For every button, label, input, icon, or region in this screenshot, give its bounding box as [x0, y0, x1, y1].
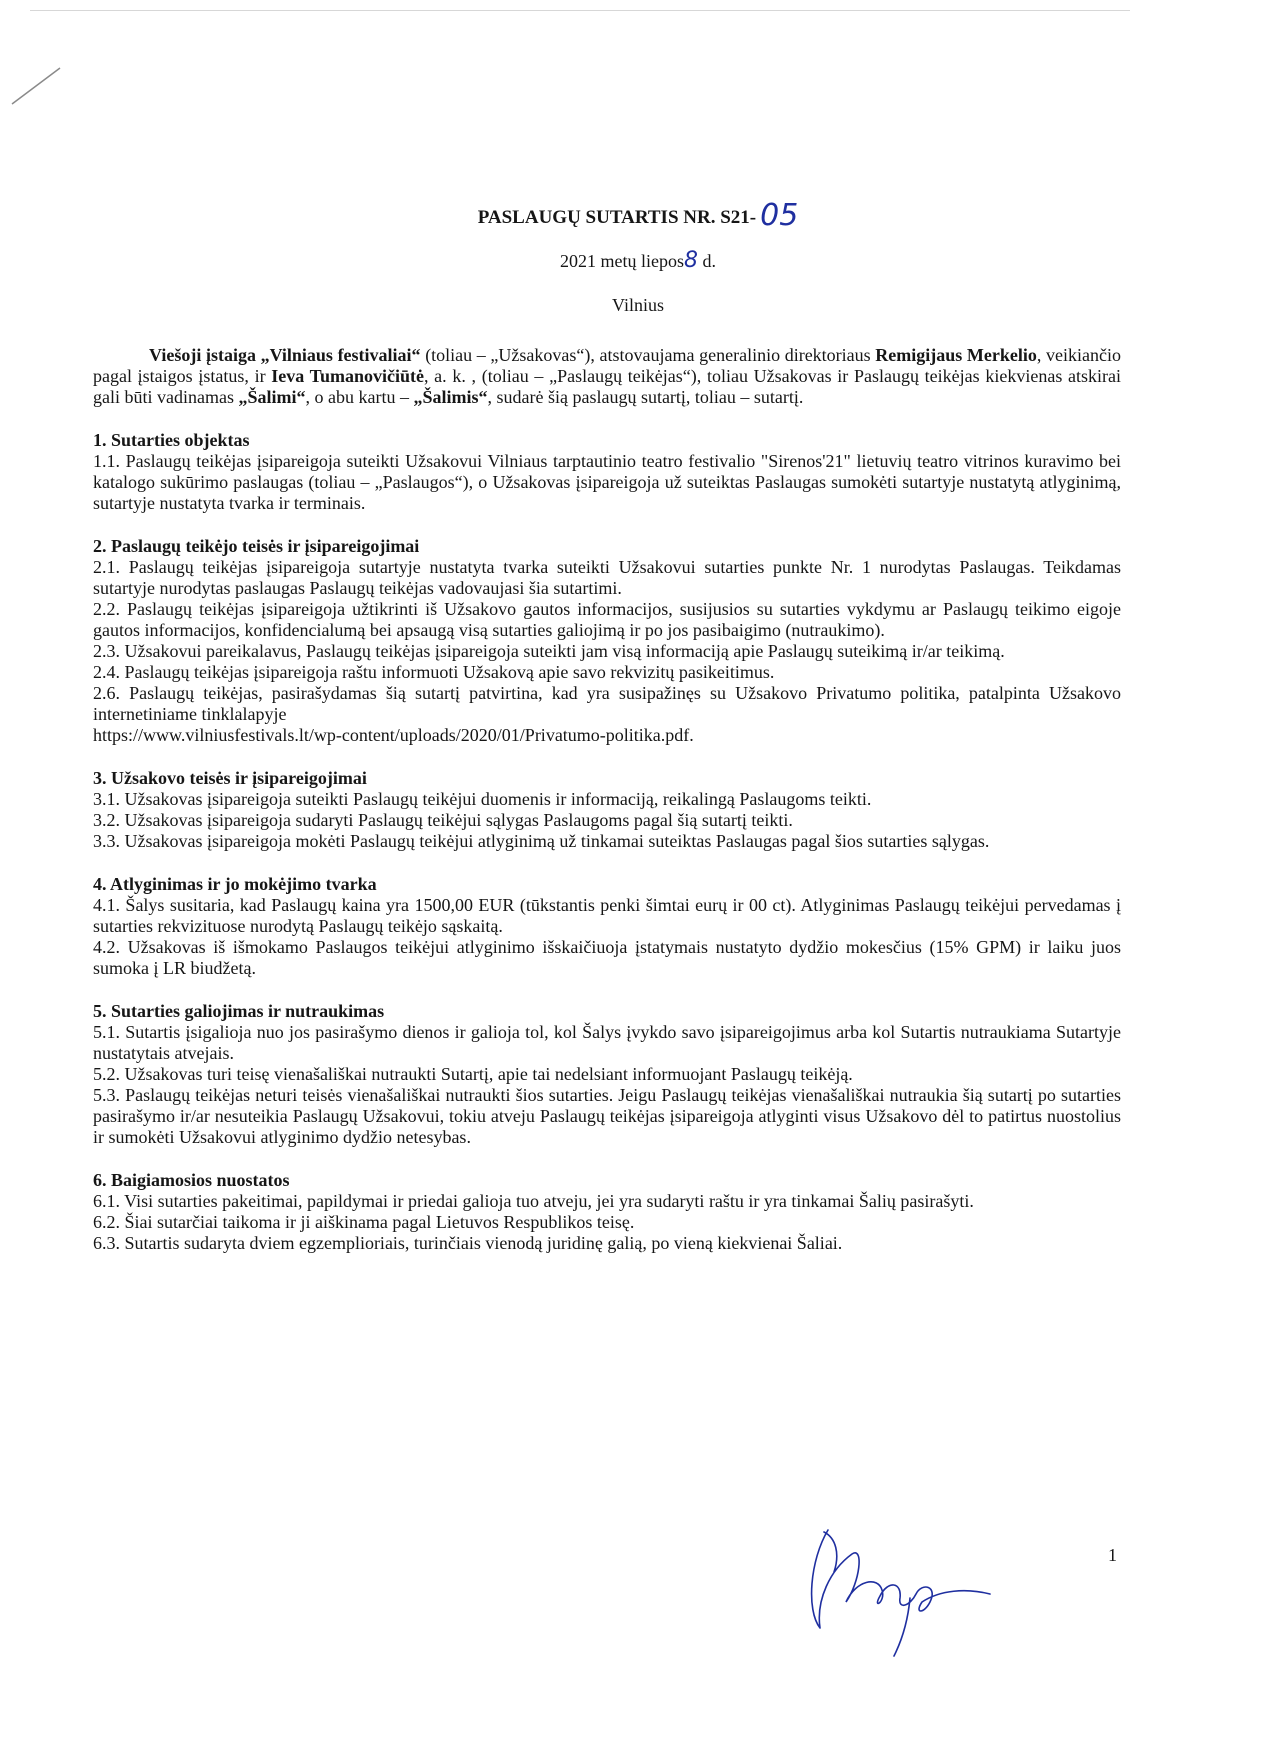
section-heading: 3. Užsakovo teisės ir įsipareigojimai: [93, 768, 367, 788]
intro-text-2: , veikiančio pagal įstaigos įstatus, ir: [93, 345, 1121, 386]
customer-name: Viešoji įstaiga „Vilniaus festivaliai“: [149, 345, 421, 365]
signature: [790, 1510, 1000, 1660]
page-number: 1: [1108, 1545, 1117, 1565]
intro-text-1: (toliau – „Užsakovas“), atstovaujama generalinio direktoriaus: [420, 345, 876, 365]
section-heading: 2. Paslaugų teikėjo teisės ir įsipareigojimai: [93, 536, 420, 556]
clause-5-1: 5.1. Sutartis įsigalioja nuo jos pasirašymo dienos ir galioja tol, kol Šalys įvykdo savo įsipareigojimus arba kol Sutartis nutraukiama Sutartyje nustatytais atvejais.: [93, 1022, 1121, 1063]
section-heading: 6. Baigiamosios nuostatos: [93, 1170, 290, 1190]
section-3: [93, 768, 1121, 852]
clause-1-1: 1.1. Paslaugų teikėjas įsipareigoja suteikti Užsakovui Vilniaus tarptautinio teatro festivalio "Sirenos'21" lietuvių teatro vitrinos kuravimo bei katalogo sukūrimo paslaugas (toliau – „Paslaugos“), o Užsakovas įsipareigoja už suteiktas Paslaugas sumokėti sutartyje nustatytą atlyginimą, sutartyje nustatyta tvarka ir terminais.: [93, 451, 1121, 513]
clause-3-3: 3.3. Užsakovas įsipareigoja mokėti Paslaugų teikėjui atlyginimą už tinkamai suteiktas Paslaugas pagal šios sutarties sąlygas.: [93, 831, 990, 851]
handwritten-contract-number: 05: [760, 198, 799, 233]
party-term: „Šalimi“: [238, 387, 306, 407]
clause-2-3: 2.3. Užsakovui pareikalavus, Paslaugų teikėjas įsipareigoja suteikti jam visą informaciją apie Paslaugų suteikimą ir/ar teikimą.: [93, 641, 1005, 661]
intro-paragraph: [93, 345, 1121, 408]
clause-3-2: 3.2. Užsakovas įsipareigoja sudaryti Paslaugų teikėjui sąlygas Paslaugoms pagal šią sutartį teikti.: [93, 810, 793, 830]
section-heading: 4. Atlyginimas ir jo mokėjimo tvarka: [93, 874, 377, 894]
scan-edge-line: [30, 10, 1130, 11]
clause-2-6: 2.6. Paslaugų teikėjas, pasirašydamas šią sutartį patvirtina, kad yra susipažinęs su Užsakovo Privatumo politika, patalpinta Užsakovo internetiniame tinklalapyje: [93, 683, 1121, 724]
section-1: [93, 430, 1121, 514]
clause-5-3: 5.3. Paslaugų teikėjas neturi teisės vienašališkai nutraukti šios sutarties. Jeigu Paslaugų teikėjas vienašališkai nutraukia šią sutartį po sutarties pasirašymo ir/ar nesuteikia Paslaugų Užsakovui, tokiu atveju Paslaugų teikėjas įsipareigoja atlyginti visus Užsakovo dėl to patirtus nuostolius ir sumokėti Užsakovui atlyginimo dydžio netesybas.: [93, 1085, 1121, 1147]
contract-title: [0, 196, 1276, 231]
handwritten-day: 8: [684, 248, 698, 273]
pen-stroke-mark: [0, 60, 80, 120]
privacy-policy-url: https://www.vilniusfestivals.lt/wp-content/uploads/2020/01/Privatumo-politika.pdf.: [93, 725, 694, 745]
contract-city: Vilnius: [612, 295, 664, 315]
section-heading: 5. Sutarties galiojimas ir nutraukimas: [93, 1001, 385, 1021]
clause-5-2: 5.2. Užsakovas turi teisę vienašališkai nutraukti Sutartį, apie tai nedelsiant informuojant Paslaugų teikėją.: [93, 1064, 853, 1084]
contract-body: [93, 345, 1121, 1276]
intro-text-4: , o abu kartu –: [305, 387, 414, 407]
intro-text-3: , a. k. , (toliau – „Paslaugų teikėjas“), toliau Užsakovas ir Paslaugų teikėjas kiekvienas atskirai gali būti vadinamas: [93, 366, 1121, 407]
section-6: [93, 1170, 1121, 1254]
clause-2-4: 2.4. Paslaugų teikėjas įsipareigoja raštu informuoti Užsakovą apie savo rekvizitų pasikeitimus.: [93, 662, 775, 682]
clause-2-1: 2.1. Paslaugų teikėjas įsipareigoja sutartyje nustatyta tvarka suteikti Užsakovui sutarties punkte Nr. 1 nurodytas Paslaugas. Teikdamas sutartyje nurodytas paslaugas Paslaugų teikėjas vadovaujasi šia sutartimi.: [93, 557, 1121, 598]
date-suffix: d.: [702, 251, 716, 271]
section-5: [93, 1001, 1121, 1148]
clause-3-1: 3.1. Užsakovas įsipareigoja suteikti Paslaugų teikėjui duomenis ir informaciją, reikalingą Paslaugoms teikti.: [93, 789, 872, 809]
director-name: Remigijaus Merkelio: [875, 345, 1037, 365]
clause-4-1: 4.1. Šalys susitaria, kad Paslaugų kaina yra 1500,00 EUR (tūkstantis penki šimtai eurų ir 00 ct). Atlyginimas Paslaugų teikėjui pervedamas į sutarties rekvizituose nurodytą Paslaugų teikėjo sąskaitą.: [93, 895, 1121, 936]
provider-name: Ieva Tumanovičiūtė: [271, 366, 424, 386]
intro-text-5: , sudarė šią paslaugų sutartį, toliau – sutartį.: [487, 387, 804, 407]
section-2: [93, 536, 1121, 746]
parties-term: „Šalimis“: [413, 387, 488, 407]
clause-4-2: 4.2. Užsakovas iš išmokamo Paslaugos teikėjui atlyginimo išskaičiuoja įstatymais nustatyto dydžio mokesčius (15% GPM) ir laiku juos sumoka į LR biudžetą.: [93, 937, 1121, 978]
contract-date: [0, 248, 1276, 273]
date-text: 2021 metų liepos: [560, 251, 684, 271]
section-4: [93, 874, 1121, 979]
clause-6-2: 6.2. Šiai sutarčiai taikoma ir ji aiškinama pagal Lietuvos Respublikos teisę.: [93, 1212, 635, 1232]
clause-6-3: 6.3. Sutartis sudaryta dviem egzemplioriais, turinčiais vienodą juridinę galią, po vieną kiekvienai Šaliai.: [93, 1233, 843, 1253]
clause-2-2: 2.2. Paslaugų teikėjas įsipareigoja užtikrinti iš Užsakovo gautos informacijos, susijusios su sutarties vykdymu ar Paslaugų teikimo eigoje gautos informacijos, konfidencialumą bei apsaugą visą sutarties galiojimą ir po jos pasibaigimo (nutraukimo).: [93, 599, 1121, 640]
clause-6-1: 6.1. Visi sutarties pakeitimai, papildymai ir priedai galioja tuo atveju, jei yra sudaryti raštu ir yra tinkamai Šalių pasirašyti.: [93, 1191, 974, 1211]
section-heading: 1. Sutarties objektas: [93, 430, 250, 450]
contract-title-text: PASLAUGŲ SUTARTIS NR. S21-: [477, 207, 757, 228]
